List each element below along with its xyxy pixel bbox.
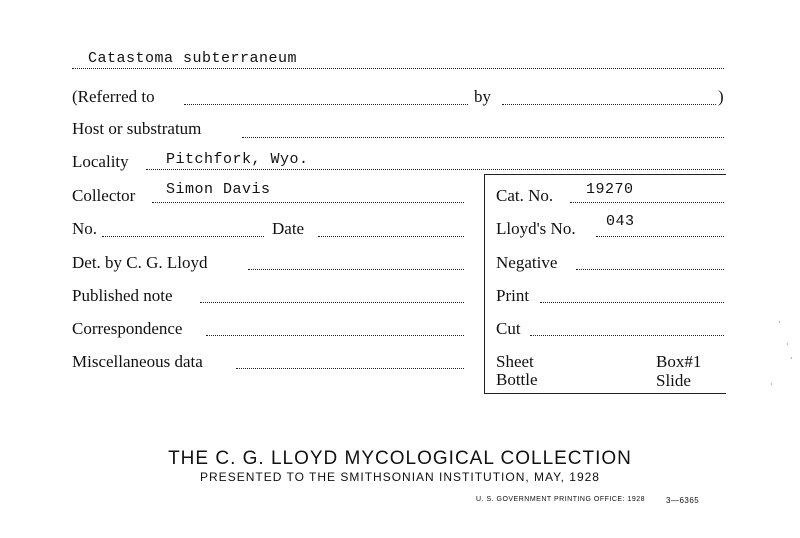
lloyds-no-value: 043	[606, 213, 635, 230]
date-line	[318, 236, 464, 237]
referred-to-line	[184, 104, 468, 105]
locality-label: Locality	[72, 152, 129, 171]
scan-speck: ·	[770, 380, 773, 389]
host-line	[242, 137, 724, 138]
published-note-label: Published note	[72, 286, 173, 305]
collection-subtitle: PRESENTED TO THE SMITHSONIAN INSTITUTION, MAY, 1928	[200, 470, 600, 484]
cat-no-line	[570, 202, 724, 203]
published-note-line	[200, 302, 464, 303]
collector-label: Collector	[72, 186, 136, 205]
scan-speck: ·	[778, 318, 781, 327]
lloyds-no-line	[596, 236, 724, 237]
box-bottom-border	[484, 393, 726, 394]
negative-label: Negative	[496, 253, 558, 272]
collection-title: THE C. G. LLOYD MYCOLOGICAL COLLECTION	[168, 448, 632, 469]
print-label: Print	[496, 286, 530, 305]
lloyds-no-label: Lloyd's No.	[496, 219, 576, 238]
scan-speck: ·	[786, 340, 789, 349]
referred-to-label: (Referred to	[72, 87, 155, 106]
misc-data-line	[236, 368, 464, 369]
date-label: Date	[272, 219, 305, 238]
det-by-line	[248, 269, 464, 270]
locality-line	[146, 169, 724, 170]
by-label: by	[474, 87, 491, 106]
negative-line	[576, 269, 724, 270]
det-by-label: Det. by C. G. Lloyd	[72, 253, 208, 272]
cat-no-label: Cat. No.	[496, 186, 554, 205]
locality-value: Pitchfork, Wyo.	[166, 151, 309, 168]
no-line	[102, 236, 264, 237]
no-label: No.	[72, 219, 98, 238]
sheet-label: Sheet	[496, 352, 534, 371]
correspondence-label: Correspondence	[72, 319, 183, 338]
box-number-label: Box#1	[656, 352, 702, 371]
form-number: 3—6365	[666, 496, 700, 505]
cut-line	[530, 335, 724, 336]
box-left-border	[484, 174, 485, 394]
species-name: Catastoma subterraneum	[88, 50, 298, 67]
species-line	[72, 68, 724, 69]
scan-speck: ·	[790, 354, 793, 363]
cat-no-value: 19270	[586, 181, 634, 198]
collector-line	[152, 202, 464, 203]
slide-label: Slide	[656, 371, 691, 390]
host-label: Host or substratum	[72, 119, 202, 138]
misc-data-label: Miscellaneous data	[72, 352, 203, 371]
by-line	[502, 104, 716, 105]
printing-office-note: U. S. GOVERNMENT PRINTING OFFICE: 1928	[476, 496, 646, 503]
collector-value: Simon Davis	[166, 181, 271, 198]
print-line	[540, 302, 724, 303]
bottle-label: Bottle	[496, 370, 538, 389]
box-top-border	[484, 174, 726, 175]
close-paren: )	[718, 87, 724, 106]
cut-label: Cut	[496, 319, 521, 338]
correspondence-line	[206, 335, 464, 336]
